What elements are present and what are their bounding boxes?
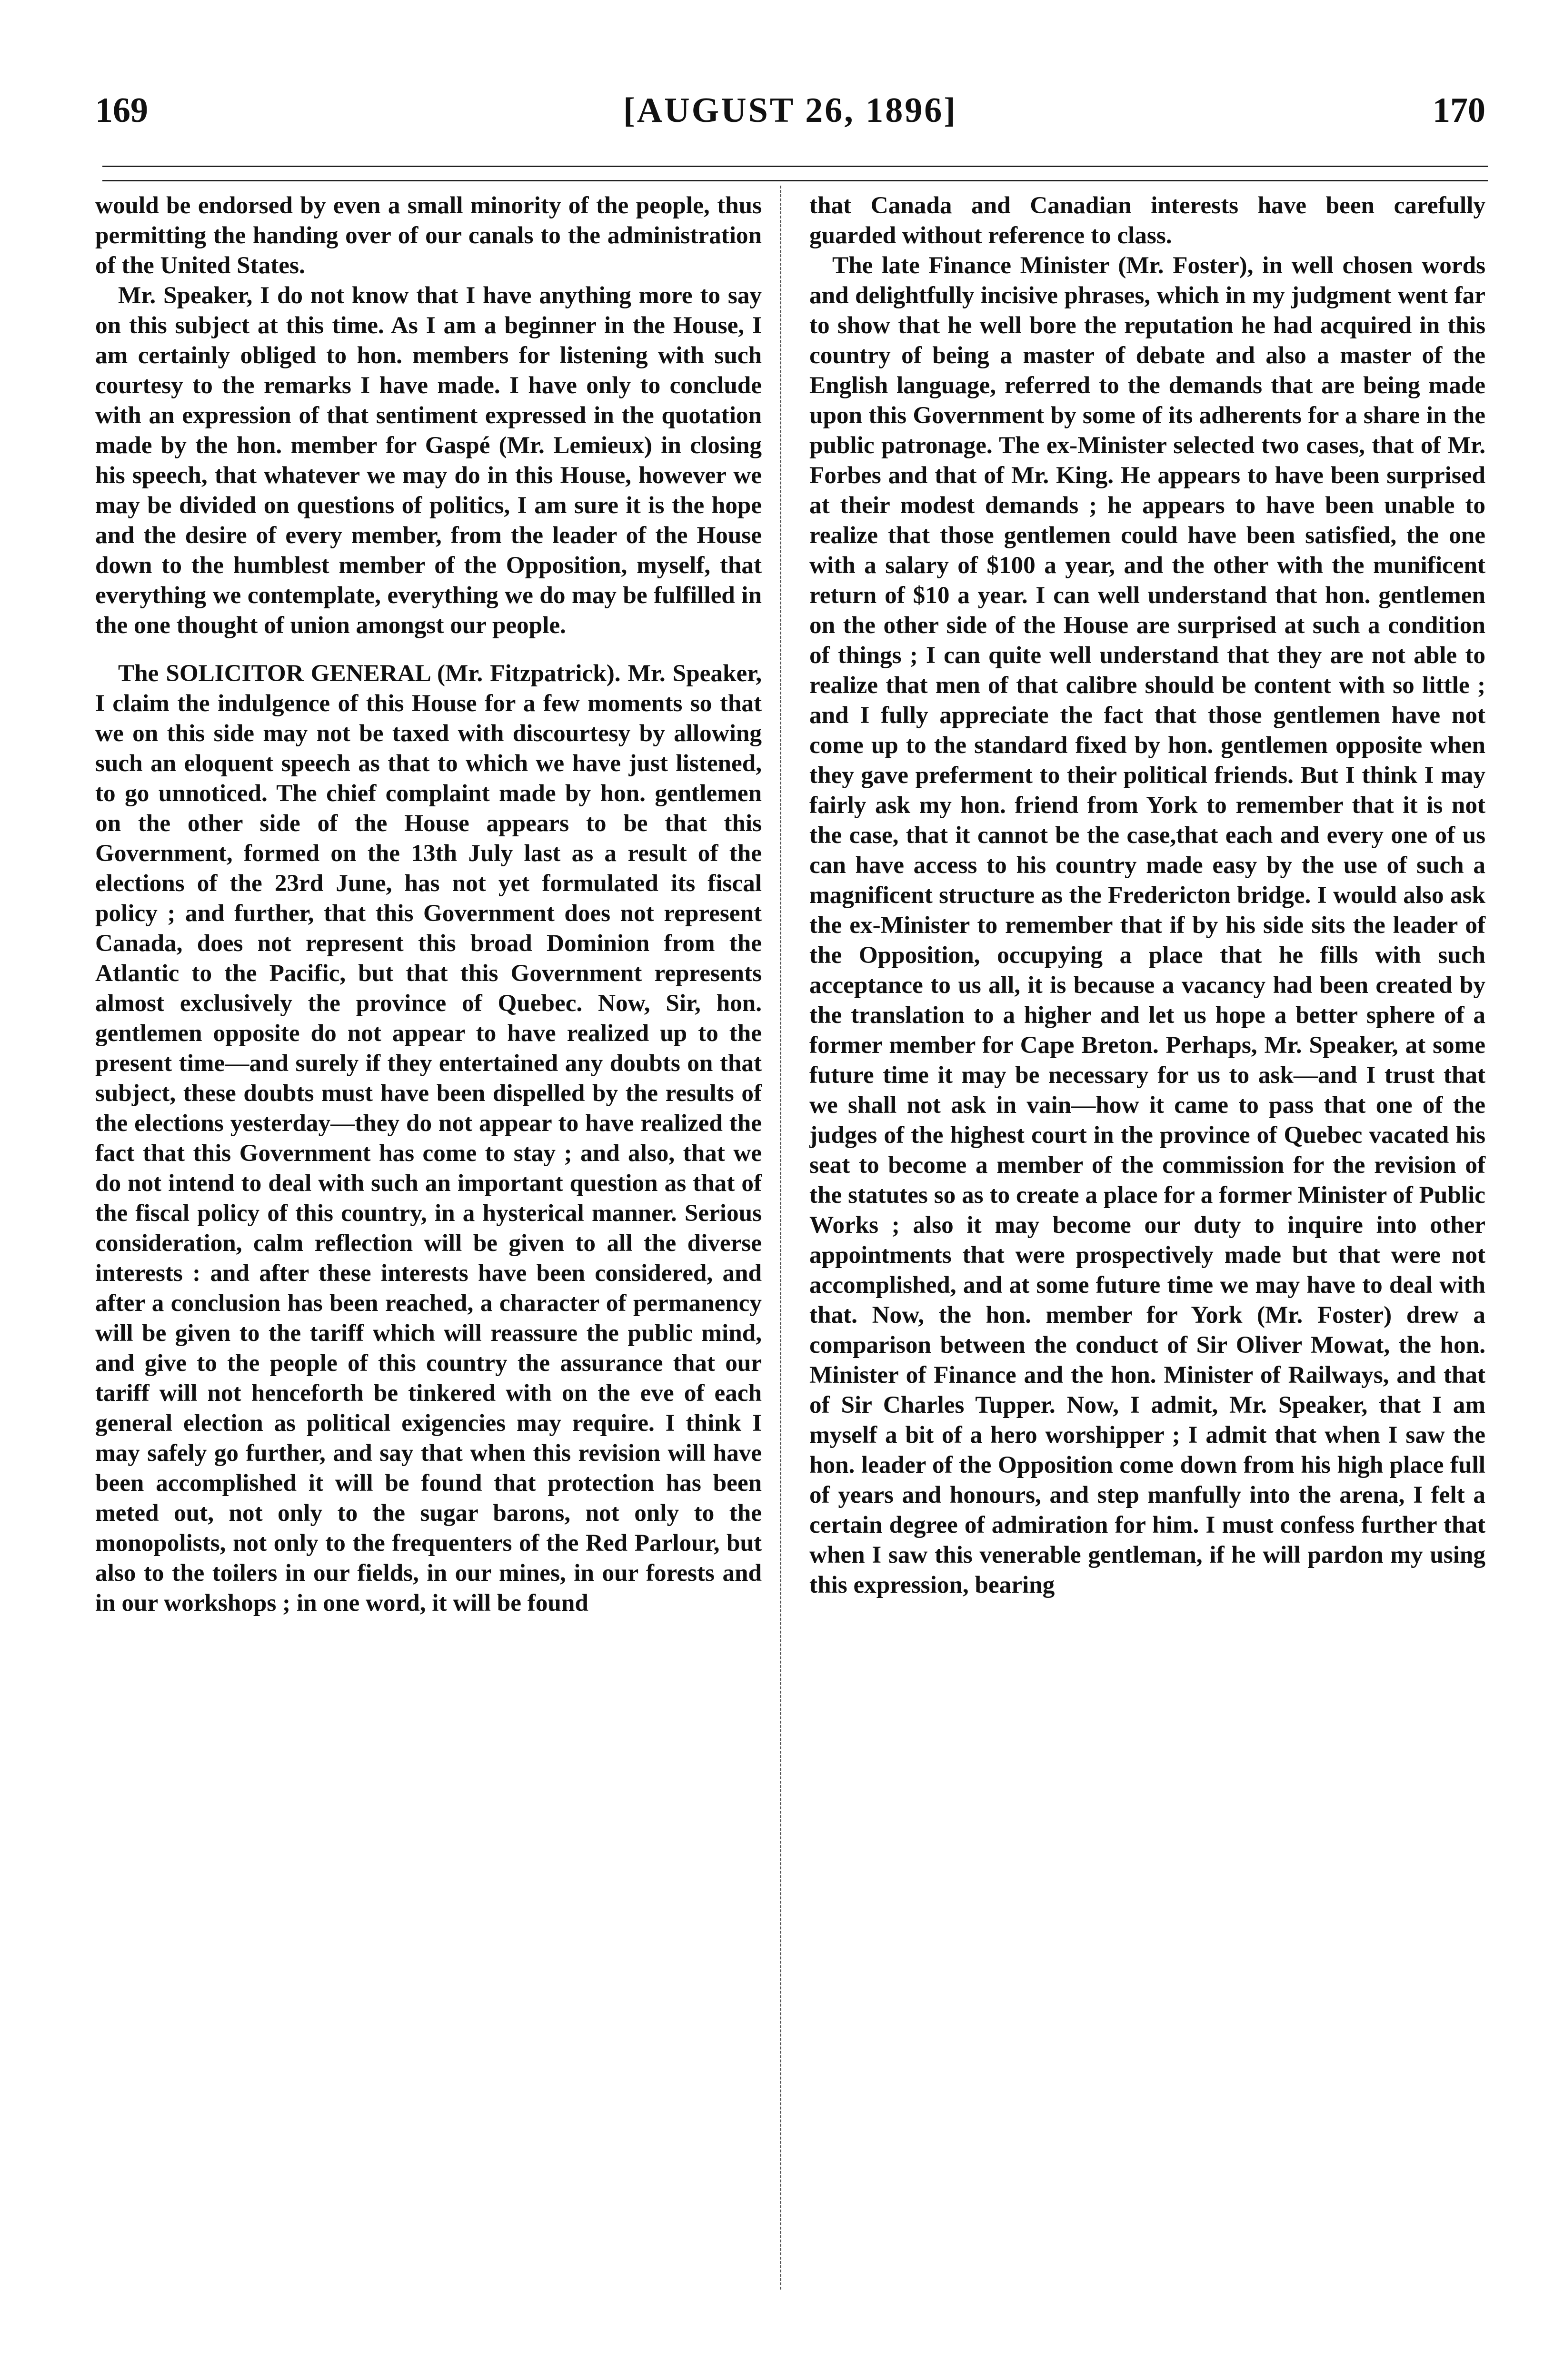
header-rule-top bbox=[102, 166, 1488, 167]
column-divider bbox=[780, 186, 781, 2290]
header-rule-bottom bbox=[102, 180, 1488, 181]
right-paragraph-2: The late Finance Minister (Mr. Foster), in well chosen words and delightfully incisive phrases, which in my judgment went far to show that he well bore the reputation he had acquired in this country of being a master of debate and also a master of the English language, referred to the demands that are being made upon this Government by some of its adherents for a share in the public patronage. The ex-Minister selected two cases, that of Mr. Forbes and that of Mr. King. He appears to have been surprised at their modest demands ; he appears to have been unable to realize that those gentlemen could have been satisfied, the one with a salary of $100 a year, and the other with the munificent return of $10 a year. I can well understand that hon. gentlemen on the other side of the House are surprised at such a condition of things ; I can quite well understand that they are not able to realize that men of that calibre should be content with so little ; and I fully appreciate the fact that those gentlemen have not come up to the standard fixed by hon. gentlemen opposite when they gave preferment to their political friends. But I think I may fairly ask my hon. friend from York to remember that it is not the case, that it cannot be the case,that each and every one of us can have access to his country made easy by the use of such a magnificent structure as the Fredericton bridge. I would also ask the ex-Minister to remember that if by his side sits the leader of the Opposition, occupying a place that he fills with such acceptance to us all, it is because a vacancy had been created by the translation to a higher and let us hope a better sphere of a former member for Cape Breton. Perhaps, Mr. Speaker, at some future time it may be necessary for us to ask—and I trust that we shall not ask in vain—how it came to pass that one of the judges of the highest court in the province of Quebec vacated his seat to become a member of the commission for the revision of the statutes so as to create a place for a former Minister of Public Works ; also it may become our duty to inquire into other appointments that were prospectively made but that were not accomplished, and at some future time we may have to deal with that. Now, the hon. member for York (Mr. Foster) drew a comparison between the conduct of Sir Oliver Mowat, the hon. Minister of Finance and the hon. Minister of Railways, and that of Sir Charles Tupper. Now, I admit, Mr. Speaker, that I am myself a bit of a hero worshipper ; I admit that when I saw the hon. leader of the Opposition come down from his high place full of years and honours, and step manfully into the arena, I felt a certain degree of admiration for him. I must confess further that when I saw this venerable gentleman, if he will pardon my using this expression, bearing bbox=[809, 252, 1485, 1598]
page-number-left: 169 bbox=[95, 91, 148, 130]
right-paragraph-1: that Canada and Canadian interests have been carefully guarded without reference to class. bbox=[809, 192, 1485, 249]
page-header bbox=[95, 90, 1485, 143]
left-paragraph-2: Mr. Speaker, I do not know that I have anything more to say on this subject at this time. As I am a beginner in the House, I am certainly obliged to hon. members for listening with such courtesy to the remarks I have made. I have only to conclude with an expression of that sentiment expressed in the quotation made by the hon. member for Gaspé (Mr. Lemieux) in closing his speech, that whatever we may do in this House, however we may be divided on questions of politics, I am sure it is the hope and the desire of every member, from the leader of the House down to the humblest member of the Opposition, myself, that everything we contemplate, everything we do may be fulfilled in the one thought of union amongst our people. bbox=[95, 282, 762, 639]
left-paragraph-3: The SOLICITOR GENERAL (Mr. Fitzpatrick). Mr. Speaker, I claim the indulgence of this House for a few moments so that we on this side may not be taxed with discourtesy by allowing such an eloquent speech as that to which we have just listened, to go unnoticed. The chief complaint made by hon. gentlemen on the other side of the House appears to be that this Government, formed on the 13th July last as a result of the elections of the 23rd June, has not yet formulated its fiscal policy ; and further, that this Government does not represent Canada, does not represent this broad Dominion from the Atlantic to the Pacific, but that this Government represents almost exclusively the province of Quebec. Now, Sir, hon. gentlemen opposite do not appear to have realized up to the present time—and surely if they entertained any doubts on that subject, these doubts must have been dispelled by the results of the elections yesterday—they do not appear to have realized the fact that this Government has come to stay ; and also, that we do not intend to deal with such an important question as that of the fiscal policy of this country, in a hysterical manner. Serious consideration, calm reflection will be given to all the diverse interests : and after these interests have been considered, and after a conclusion has been reached, a character of permanency will be given to the tariff which will reassure the public mind, and give to the people of this country the assurance that our tariff will not henceforth be tinkered with on the eve of each general election as political exigencies may require. I think I may safely go further, and say that when this revision will have been accomplished it will be found that protection has been meted out, not only to the sugar barons, not only to the monopolists, not only to the frequenters of the Red Parlour, but also to the toilers in our fields, in our mines, in our forests and in our workshops ; in one word, it will be found bbox=[95, 660, 762, 1616]
left-column bbox=[95, 190, 762, 1618]
header-date: [AUGUST 26, 1896] bbox=[623, 91, 957, 130]
page-number-right: 170 bbox=[1433, 91, 1485, 130]
right-column bbox=[809, 190, 1485, 1600]
left-paragraph-1: would be endorsed by even a small minority of the people, thus permitting the handing over of our canals to the administration of the United States. bbox=[95, 192, 762, 279]
